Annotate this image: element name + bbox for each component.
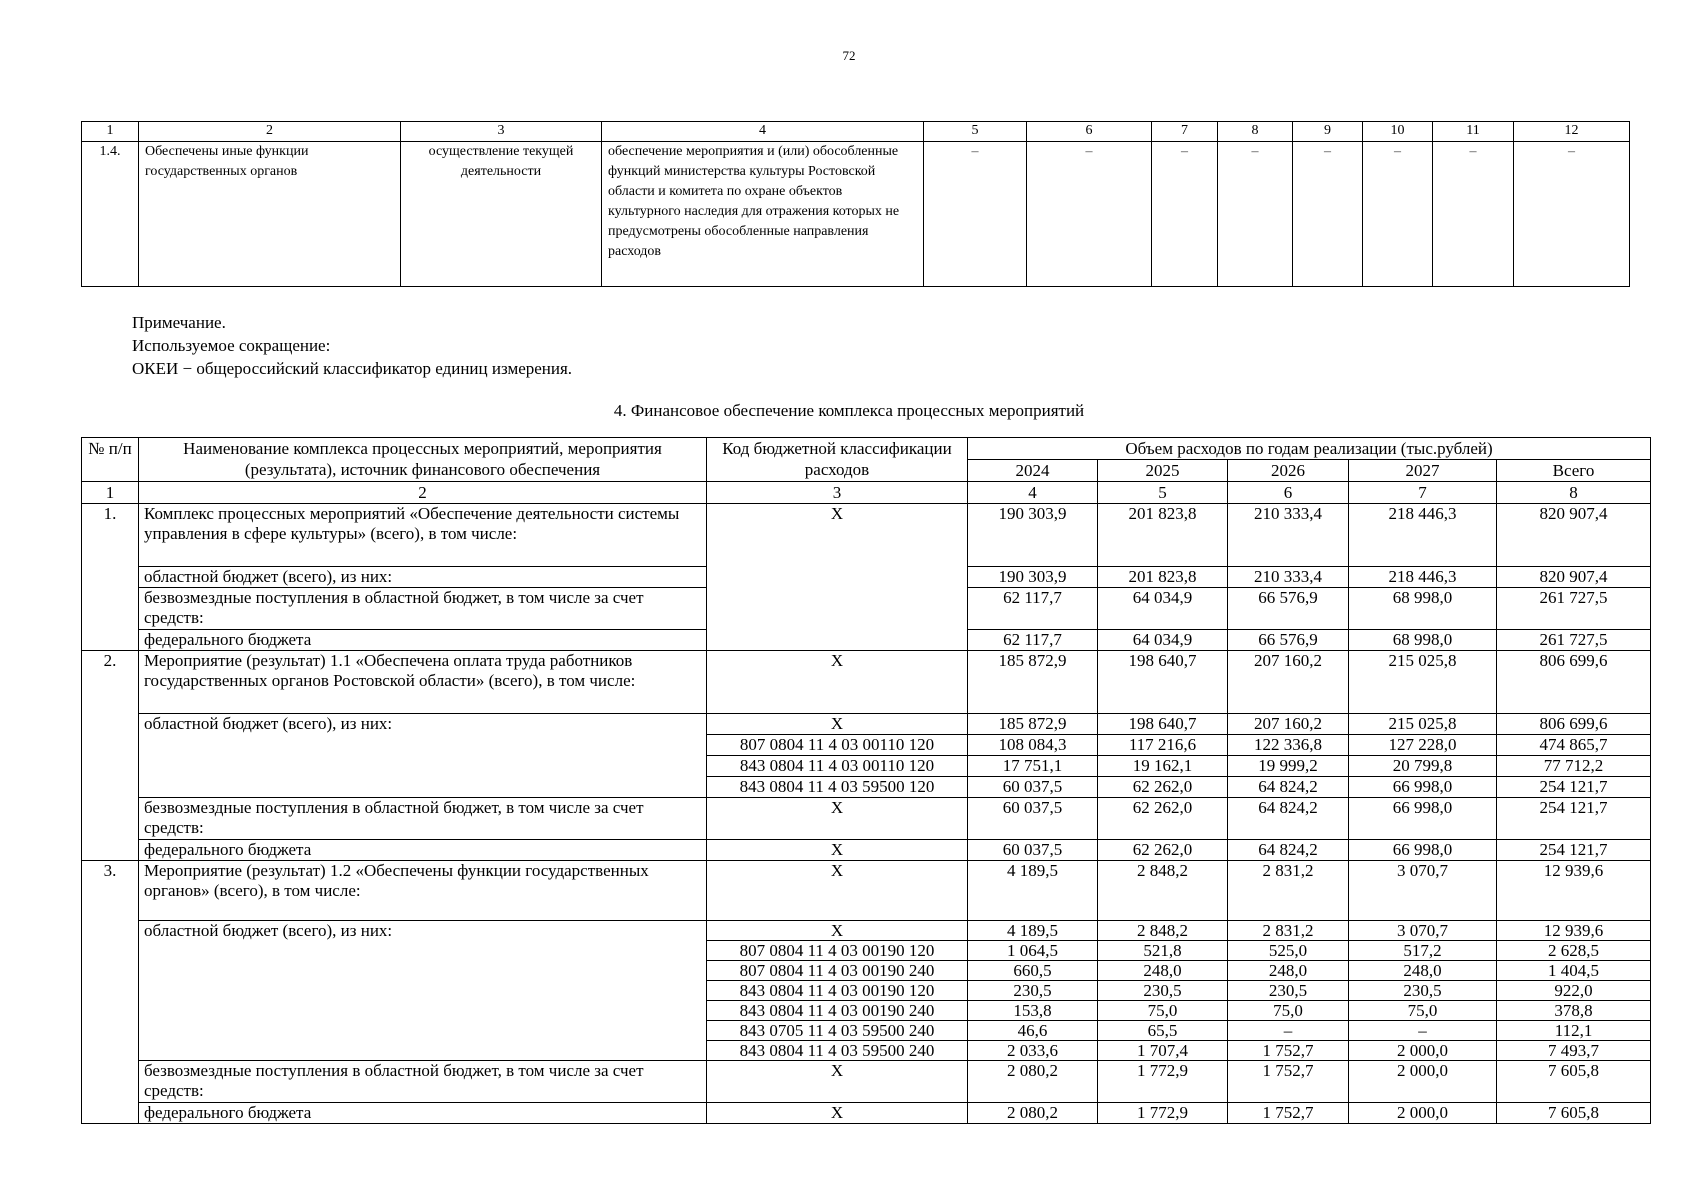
- amount-cell: 248,0: [1098, 961, 1228, 981]
- amount-cell: 62 262,0: [1098, 777, 1228, 798]
- amount-cell: 62 117,7: [968, 630, 1098, 651]
- item-name: Мероприятие (результат) 1.2 «Обеспечены функции государственных органов» (всего), в том числе:: [139, 861, 707, 921]
- amount-cell: 66 998,0: [1349, 840, 1497, 861]
- amount-cell: 60 037,5: [968, 798, 1098, 840]
- header-total: Всего: [1497, 460, 1651, 482]
- budget-code: 843 0705 11 4 03 59500 240: [707, 1021, 968, 1041]
- header-year: 2026: [1228, 460, 1349, 482]
- total-cell: 378,8: [1497, 1001, 1651, 1021]
- amount-cell: 108 084,3: [968, 735, 1098, 756]
- col-number: 6: [1228, 482, 1349, 504]
- amount-cell: 68 998,0: [1349, 588, 1497, 630]
- amount-cell: 64 034,9: [1098, 630, 1228, 651]
- amount-cell: 207 160,2: [1228, 651, 1349, 714]
- result-type: осуществление текущей деятельности: [401, 142, 602, 287]
- col-number: 8: [1497, 482, 1651, 504]
- amount-cell: 215 025,8: [1349, 651, 1497, 714]
- amount-cell: 62 262,0: [1098, 798, 1228, 840]
- total-cell: 2 628,5: [1497, 941, 1651, 961]
- budget-code: 807 0804 11 4 03 00190 240: [707, 961, 968, 981]
- amount-cell: 66 998,0: [1349, 777, 1497, 798]
- amount-cell: 127 228,0: [1349, 735, 1497, 756]
- header-row: [82, 122, 1630, 142]
- note: [132, 311, 572, 380]
- amount-cell: 2 080,2: [968, 1061, 1098, 1103]
- header-year: 2027: [1349, 460, 1497, 482]
- value-cell: –: [1152, 142, 1218, 287]
- total-cell: 7 493,7: [1497, 1041, 1651, 1061]
- amount-cell: 19 999,2: [1228, 756, 1349, 777]
- amount-cell: 2 848,2: [1098, 921, 1228, 941]
- amount-cell: 2 831,2: [1228, 861, 1349, 921]
- amount-cell: 4 189,5: [968, 921, 1098, 941]
- header-name: Наименование комплекса процессных мероприятий, мероприятия (результата), источник финансового обеспечения: [139, 438, 707, 482]
- amount-cell: 1 752,7: [1228, 1103, 1349, 1124]
- row-number: 3.: [82, 861, 139, 1124]
- table-row: [82, 142, 1630, 287]
- value-cell: –: [1433, 142, 1514, 287]
- amount-cell: 1 752,7: [1228, 1041, 1349, 1061]
- amount-cell: 1 772,9: [1098, 1061, 1228, 1103]
- value-cell: –: [1218, 142, 1293, 287]
- amount-cell: 230,5: [968, 981, 1098, 1001]
- total-cell: 820 907,4: [1497, 504, 1651, 567]
- amount-cell: 1 772,9: [1098, 1103, 1228, 1124]
- amount-cell: 2 000,0: [1349, 1061, 1497, 1103]
- budget-code: Х: [707, 1103, 968, 1124]
- row-number: 2.: [82, 651, 139, 861]
- total-cell: 12 939,6: [1497, 861, 1651, 921]
- amount-cell: 1 752,7: [1228, 1061, 1349, 1103]
- amount-cell: 201 823,8: [1098, 504, 1228, 567]
- col-number: 4: [968, 482, 1098, 504]
- total-cell: 12 939,6: [1497, 921, 1651, 941]
- amount-cell: 2 848,2: [1098, 861, 1228, 921]
- value-cell: –: [1514, 142, 1630, 287]
- amount-cell: 2 033,6: [968, 1041, 1098, 1061]
- amount-cell: 185 872,9: [968, 651, 1098, 714]
- budget-code: 807 0804 11 4 03 00190 120: [707, 941, 968, 961]
- amount-cell: 4 189,5: [968, 861, 1098, 921]
- value-cell: –: [1027, 142, 1152, 287]
- amount-cell: 64 824,2: [1228, 840, 1349, 861]
- amount-cell: 1 707,4: [1098, 1041, 1228, 1061]
- budget-code: 843 0804 11 4 03 00190 240: [707, 1001, 968, 1021]
- amount-cell: 201 823,8: [1098, 567, 1228, 588]
- item-name: Мероприятие (результат) 1.1 «Обеспечена оплата труда работников государственных органов Ростовской области» (всего), в том числе:: [139, 651, 707, 714]
- table-row: [82, 504, 1651, 567]
- total-cell: 1 404,5: [1497, 961, 1651, 981]
- value-cell: –: [1293, 142, 1363, 287]
- total-cell: 254 121,7: [1497, 840, 1651, 861]
- amount-cell: 75,0: [1228, 1001, 1349, 1021]
- amount-cell: –: [1228, 1021, 1349, 1041]
- value-cell: –: [1363, 142, 1433, 287]
- amount-cell: 68 998,0: [1349, 630, 1497, 651]
- col-header: 12: [1514, 122, 1630, 142]
- col-header: 11: [1433, 122, 1514, 142]
- table-row: [82, 921, 1651, 941]
- col-number: 5: [1098, 482, 1228, 504]
- amount-cell: 20 799,8: [1349, 756, 1497, 777]
- amount-cell: 525,0: [1228, 941, 1349, 961]
- col-header: 4: [602, 122, 924, 142]
- item-name: областной бюджет (всего), из них:: [139, 714, 707, 798]
- item-name: областной бюджет (всего), из них:: [139, 921, 707, 1061]
- page-number: 72: [842, 48, 856, 63]
- item-name: федерального бюджета: [139, 1103, 707, 1124]
- amount-cell: 60 037,5: [968, 777, 1098, 798]
- amount-cell: 3 070,7: [1349, 921, 1497, 941]
- amount-cell: 2 000,0: [1349, 1103, 1497, 1124]
- budget-code: Х: [707, 714, 968, 735]
- amount-cell: 198 640,7: [1098, 651, 1228, 714]
- total-cell: 261 727,5: [1497, 630, 1651, 651]
- total-cell: 806 699,6: [1497, 651, 1651, 714]
- amount-cell: 64 824,2: [1228, 777, 1349, 798]
- amount-cell: 210 333,4: [1228, 567, 1349, 588]
- row-number: 1.: [82, 504, 139, 651]
- budget-code: 807 0804 11 4 03 00110 120: [707, 735, 968, 756]
- budget-code: Х: [707, 504, 968, 651]
- amount-cell: 660,5: [968, 961, 1098, 981]
- amount-cell: 190 303,9: [968, 504, 1098, 567]
- amount-cell: 64 034,9: [1098, 588, 1228, 630]
- amount-cell: 75,0: [1098, 1001, 1228, 1021]
- amount-cell: –: [1349, 1021, 1497, 1041]
- budget-code: 843 0804 11 4 03 00190 120: [707, 981, 968, 1001]
- budget-code: Х: [707, 921, 968, 941]
- header-year: 2024: [968, 460, 1098, 482]
- header-volume: Объем расходов по годам реализации (тыс.рублей): [968, 438, 1651, 460]
- item-name: федерального бюджета: [139, 630, 707, 651]
- total-cell: 112,1: [1497, 1021, 1651, 1041]
- item-name: безвозмездные поступления в областной бюджет, в том числе за счет средств:: [139, 798, 707, 840]
- col-header: 10: [1363, 122, 1433, 142]
- amount-cell: 2 080,2: [968, 1103, 1098, 1124]
- table-row: [82, 861, 1651, 921]
- amount-cell: 517,2: [1349, 941, 1497, 961]
- amount-cell: 66 576,9: [1228, 588, 1349, 630]
- amount-cell: 2 000,0: [1349, 1041, 1497, 1061]
- header-num: № п/п: [82, 438, 139, 482]
- section-title: 4. Финансовое обеспечение комплекса процессных мероприятий: [613, 401, 1085, 420]
- budget-code: 843 0804 11 4 03 59500 240: [707, 1041, 968, 1061]
- col-header: 1: [82, 122, 139, 142]
- budget-code: 843 0804 11 4 03 59500 120: [707, 777, 968, 798]
- result-description: обеспечение мероприятия и (или) обособленные функций министерства культуры Ростовской области и комитета по охране объектов культурного наследия для отражения которых не предусмотрены обособленные направления расходов: [602, 142, 924, 287]
- amount-cell: 248,0: [1349, 961, 1497, 981]
- col-header: 9: [1293, 122, 1363, 142]
- budget-code: Х: [707, 651, 968, 714]
- amount-cell: 1 064,5: [968, 941, 1098, 961]
- amount-cell: 75,0: [1349, 1001, 1497, 1021]
- total-cell: 254 121,7: [1497, 777, 1651, 798]
- header-code: Код бюджетной классификации расходов: [707, 438, 968, 482]
- amount-cell: 65,5: [1098, 1021, 1228, 1041]
- amount-cell: 60 037,5: [968, 840, 1098, 861]
- amount-cell: 185 872,9: [968, 714, 1098, 735]
- amount-cell: 248,0: [1228, 961, 1349, 981]
- col-number: 3: [707, 482, 968, 504]
- amount-cell: 207 160,2: [1228, 714, 1349, 735]
- amount-cell: 66 576,9: [1228, 630, 1349, 651]
- col-header: 6: [1027, 122, 1152, 142]
- amount-cell: 230,5: [1228, 981, 1349, 1001]
- note-subtitle: Используемое сокращение:: [132, 336, 331, 355]
- amount-cell: 62 262,0: [1098, 840, 1228, 861]
- item-name: федерального бюджета: [139, 840, 707, 861]
- amount-cell: 62 117,7: [968, 588, 1098, 630]
- total-cell: 261 727,5: [1497, 588, 1651, 630]
- table-row: [82, 1061, 1651, 1103]
- financing-body: [82, 504, 1651, 1124]
- amount-cell: 117 216,6: [1098, 735, 1228, 756]
- amount-cell: 66 998,0: [1349, 798, 1497, 840]
- item-name: безвозмездные поступления в областной бюджет, в том числе за счет средств:: [139, 1061, 707, 1103]
- amount-cell: 190 303,9: [968, 567, 1098, 588]
- amount-cell: 210 333,4: [1228, 504, 1349, 567]
- amount-cell: 122 336,8: [1228, 735, 1349, 756]
- total-cell: 922,0: [1497, 981, 1651, 1001]
- row-number: 1.4.: [82, 142, 139, 287]
- item-name: безвозмездные поступления в областной бюджет, в том числе за счет средств:: [139, 588, 707, 630]
- budget-code: Х: [707, 840, 968, 861]
- note-title: Примечание.: [132, 313, 226, 332]
- header-year: 2025: [1098, 460, 1228, 482]
- amount-cell: 230,5: [1349, 981, 1497, 1001]
- amount-cell: 46,6: [968, 1021, 1098, 1041]
- table-row: [82, 714, 1651, 735]
- item-name: областной бюджет (всего), из них:: [139, 567, 707, 588]
- value-cell: –: [924, 142, 1027, 287]
- amount-cell: 218 446,3: [1349, 567, 1497, 588]
- amount-cell: 3 070,7: [1349, 861, 1497, 921]
- col-header: 8: [1218, 122, 1293, 142]
- table-row: [82, 798, 1651, 840]
- note-text: ОКЕИ − общероссийский классификатор единиц измерения.: [132, 359, 573, 378]
- table-row: [82, 1103, 1651, 1124]
- budget-code: Х: [707, 798, 968, 840]
- total-cell: 254 121,7: [1497, 798, 1651, 840]
- column-numbers-row: [82, 482, 1651, 504]
- col-header: 2: [139, 122, 401, 142]
- col-number: 2: [139, 482, 707, 504]
- amount-cell: 17 751,1: [968, 756, 1098, 777]
- amount-cell: 19 162,1: [1098, 756, 1228, 777]
- budget-code: Х: [707, 861, 968, 921]
- col-header: 3: [401, 122, 602, 142]
- amount-cell: 64 824,2: [1228, 798, 1349, 840]
- col-number: 7: [1349, 482, 1497, 504]
- total-cell: 7 605,8: [1497, 1061, 1651, 1103]
- amount-cell: 2 831,2: [1228, 921, 1349, 941]
- header-row: [82, 438, 1651, 460]
- amount-cell: 153,8: [968, 1001, 1098, 1021]
- col-header: 7: [1152, 122, 1218, 142]
- amount-cell: 215 025,8: [1349, 714, 1497, 735]
- amount-cell: 230,5: [1098, 981, 1228, 1001]
- amount-cell: 521,8: [1098, 941, 1228, 961]
- amount-cell: 198 640,7: [1098, 714, 1228, 735]
- table-row: [82, 840, 1651, 861]
- total-cell: 806 699,6: [1497, 714, 1651, 735]
- col-header: 5: [924, 122, 1027, 142]
- total-cell: 820 907,4: [1497, 567, 1651, 588]
- budget-code: 843 0804 11 4 03 00110 120: [707, 756, 968, 777]
- budget-code: Х: [707, 1061, 968, 1103]
- total-cell: 77 712,2: [1497, 756, 1651, 777]
- col-number: 1: [82, 482, 139, 504]
- total-cell: 474 865,7: [1497, 735, 1651, 756]
- table-row: [82, 651, 1651, 714]
- financing-table: [81, 437, 1651, 1124]
- result-name: Обеспечены иные функции государственных органов: [139, 142, 401, 287]
- item-name: Комплекс процессных мероприятий «Обеспечение деятельности системы управления в сфере культуры» (всего), в том числе:: [139, 504, 707, 567]
- amount-cell: 218 446,3: [1349, 504, 1497, 567]
- total-cell: 7 605,8: [1497, 1103, 1651, 1124]
- results-table: [81, 121, 1630, 287]
